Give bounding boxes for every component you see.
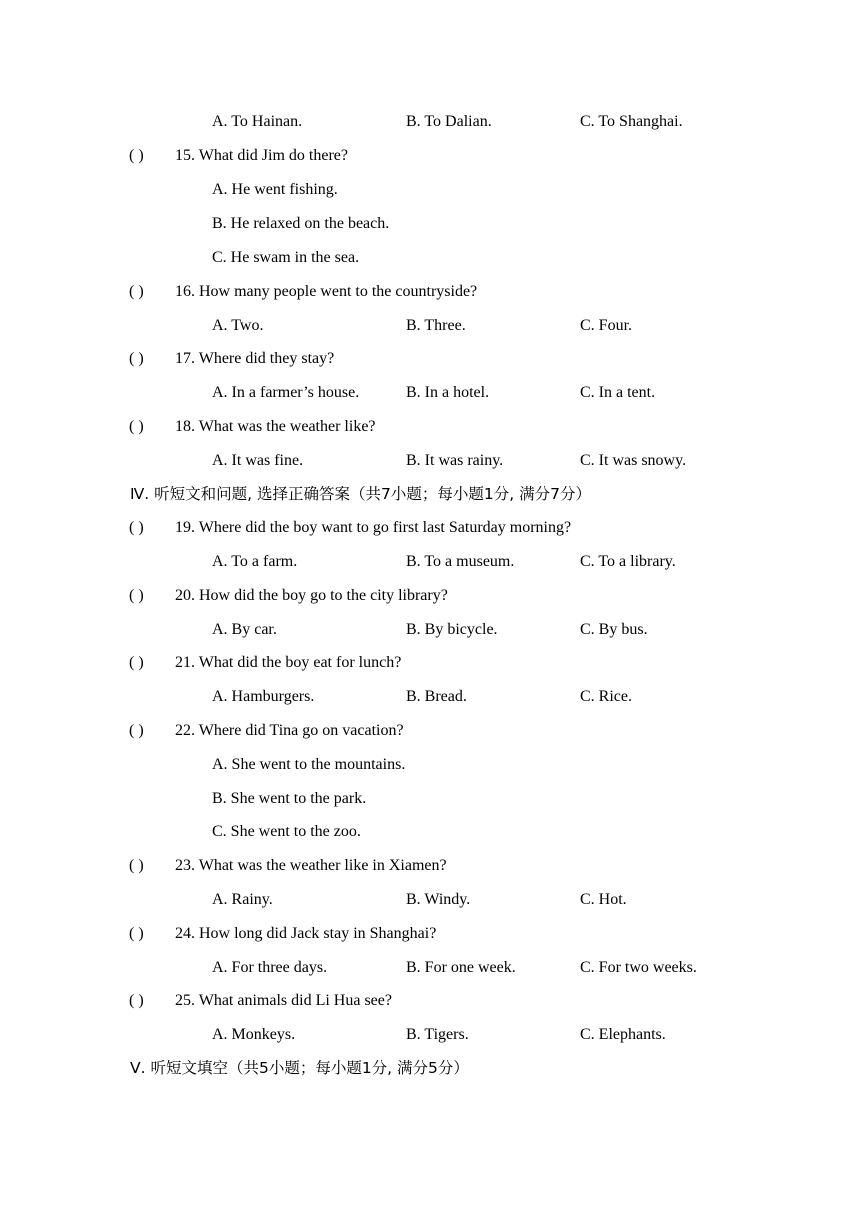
question-23: [0, 855, 860, 877]
q19-option-c: C. To a library.: [580, 553, 676, 570]
answer-bracket: ( ): [129, 722, 144, 739]
q17-option-a: A. In a farmer’s house.: [212, 384, 360, 401]
q22-option-c: C. She went to the zoo.: [212, 823, 361, 840]
question-text: 21. What did the boy eat for lunch?: [175, 654, 402, 671]
question-24: [0, 923, 860, 945]
q16-option-b: B. Three.: [406, 317, 466, 334]
q20-option-b: B. By bicycle.: [406, 621, 498, 638]
q23-option-b: B. Windy.: [406, 891, 471, 908]
q22-option-b-line: [0, 788, 860, 810]
question-text: 18. What was the weather like?: [175, 418, 376, 435]
question-18: [0, 416, 860, 438]
q18-option-c: C. It was snowy.: [580, 452, 687, 469]
q14-option-c: C. To Shanghai.: [580, 113, 683, 130]
section-4-heading-line: [0, 483, 860, 505]
q16-option-a: A. Two.: [212, 317, 264, 334]
q18-options: [0, 450, 860, 472]
q24-option-a: A. For three days.: [212, 959, 328, 976]
q15-option-c: C. He swam in the sea.: [212, 249, 360, 266]
question-text: 19. Where did the boy want to go first last Saturday morning?: [175, 519, 572, 536]
q19-option-b: B. To a museum.: [406, 553, 515, 570]
q14-option-a: A. To Hainan.: [212, 113, 303, 130]
answer-bracket: ( ): [129, 992, 144, 1009]
section-5-heading-line: [0, 1057, 860, 1079]
answer-bracket: ( ): [129, 654, 144, 671]
question-text: 17. Where did they stay?: [175, 350, 335, 367]
q14-option-b: B. To Dalian.: [406, 113, 492, 130]
q15-option-a: A. He went fishing.: [212, 181, 338, 198]
q25-options: [0, 1024, 860, 1046]
q24-option-c: C. For two weeks.: [580, 959, 697, 976]
q15-option-a-line: [0, 179, 860, 201]
answer-bracket: ( ): [129, 147, 144, 164]
answer-bracket: ( ): [129, 519, 144, 536]
q15-option-c-line: [0, 247, 860, 269]
q22-option-a-line: [0, 754, 860, 776]
q23-options: [0, 889, 860, 911]
q21-option-b: B. Bread.: [406, 688, 467, 705]
section-4-heading: Ⅳ. 听短文和问题, 选择正确答案（共7小题；每小题1分, 满分7分）: [130, 485, 591, 503]
answer-bracket: ( ): [129, 857, 144, 874]
question-25: [0, 990, 860, 1012]
q20-option-a: A. By car.: [212, 621, 277, 638]
q17-options: [0, 382, 860, 404]
q22-option-c-line: [0, 821, 860, 843]
q16-option-c: C. Four.: [580, 317, 633, 334]
q16-options: [0, 315, 860, 337]
answer-bracket: ( ): [129, 283, 144, 300]
question-19: [0, 517, 860, 539]
q23-option-a: A. Rainy.: [212, 891, 273, 908]
answer-bracket: ( ): [129, 350, 144, 367]
q17-option-c: C. In a tent.: [580, 384, 656, 401]
q22-option-b: B. She went to the park.: [212, 790, 367, 807]
section-5-heading: Ⅴ. 听短文填空（共5小题；每小题1分, 满分5分）: [130, 1059, 469, 1077]
question-20: [0, 585, 860, 607]
q24-option-b: B. For one week.: [406, 959, 516, 976]
question-text: 24. How long did Jack stay in Shanghai?: [175, 925, 437, 942]
q15-option-b: B. He relaxed on the beach.: [212, 215, 390, 232]
q24-options: [0, 957, 860, 979]
q25-option-b: B. Tigers.: [406, 1026, 469, 1043]
q15-option-b-line: [0, 213, 860, 235]
question-17: [0, 348, 860, 370]
question-21: [0, 652, 860, 674]
q22-option-a: A. She went to the mountains.: [212, 756, 406, 773]
question-text: 25. What animals did Li Hua see?: [175, 992, 392, 1009]
q19-options: [0, 551, 860, 573]
question-text: 22. Where did Tina go on vacation?: [175, 722, 404, 739]
q14-options: [0, 111, 860, 133]
answer-bracket: ( ): [129, 587, 144, 604]
question-text: 23. What was the weather like in Xiamen?: [175, 857, 447, 874]
answer-bracket: ( ): [129, 925, 144, 942]
q25-option-c: C. Elephants.: [580, 1026, 666, 1043]
question-22: [0, 720, 860, 742]
answer-bracket: ( ): [129, 418, 144, 435]
q17-option-b: B. In a hotel.: [406, 384, 490, 401]
q21-option-a: A. Hamburgers.: [212, 688, 315, 705]
q25-option-a: A. Monkeys.: [212, 1026, 296, 1043]
q19-option-a: A. To a farm.: [212, 553, 298, 570]
question-15: [0, 145, 860, 167]
question-text: 15. What did Jim do there?: [175, 147, 348, 164]
q23-option-c: C. Hot.: [580, 891, 627, 908]
q21-option-c: C. Rice.: [580, 688, 632, 705]
question-text: 16. How many people went to the countryside?: [175, 283, 478, 300]
question-text: 20. How did the boy go to the city library?: [175, 587, 448, 604]
q20-option-c: C. By bus.: [580, 621, 648, 638]
q18-option-a: A. It was fine.: [212, 452, 304, 469]
q18-option-b: B. It was rainy.: [406, 452, 504, 469]
q20-options: [0, 619, 860, 641]
question-16: [0, 281, 860, 303]
q21-options: [0, 686, 860, 708]
